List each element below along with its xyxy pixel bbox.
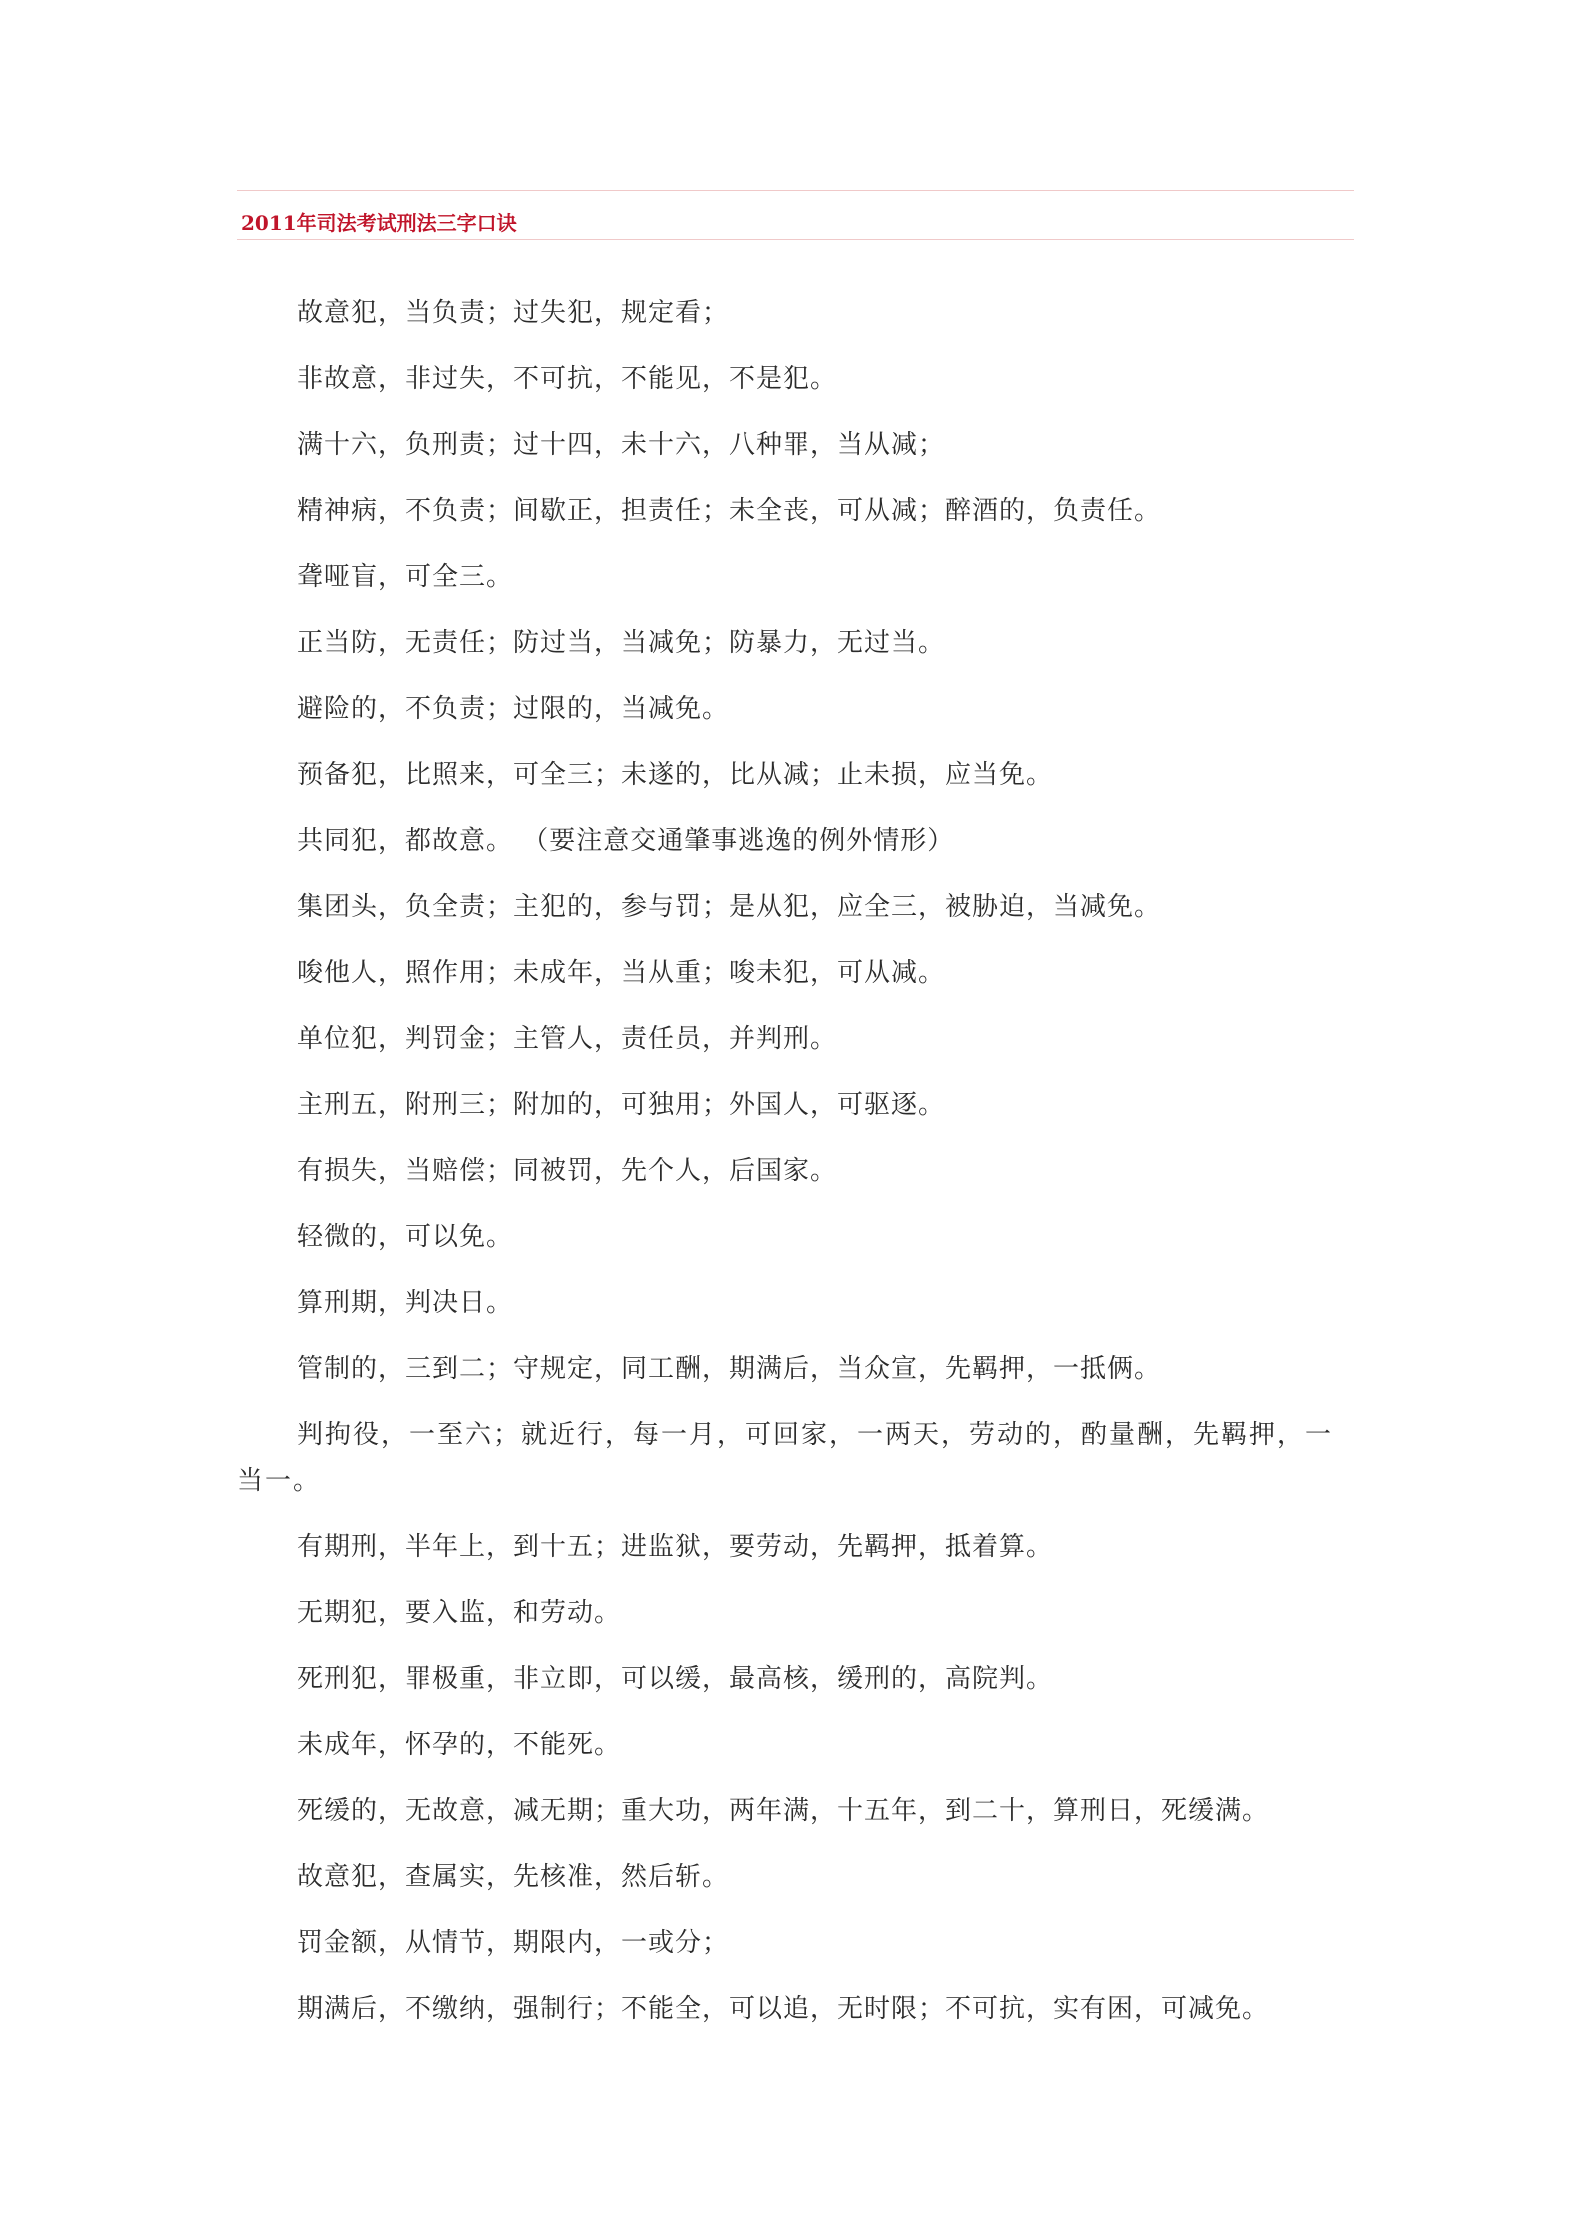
paragraph-line: 满十六，负刑责；过十四，未十六，八种罪，当从减； — [297, 430, 946, 460]
paragraph-line: 精神病，不负责；间歇正，担责任；未全丧，可从减；醉酒的，负责任。 — [297, 496, 1162, 526]
paragraph-line: 避险的，不负责；过限的，当减免。 — [297, 694, 730, 724]
paragraph-line: 管制的，三到二；守规定，同工酬，期满后，当众宣，先羁押，一抵俩。 — [297, 1354, 1162, 1384]
paragraph-line: 集团头，负全责；主犯的，参与罚；是从犯，应全三，被胁迫，当减免。 — [297, 892, 1162, 922]
paragraph-line: 主刑五，附刑三；附加的，可独用；外国人，可驱逐。 — [297, 1090, 946, 1120]
paragraph-line: 故意犯，当负责；过失犯，规定看； — [297, 298, 730, 328]
paragraph-line: 无期犯，要入监，和劳动。 — [297, 1598, 622, 1628]
paragraph-line-wrapped: 判拘役，一至六；就近行，每一月，可回家，一两天，劳动的，酌量酬，先羁押，一当一。 — [237, 1420, 1334, 1496]
title-block — [237, 190, 1354, 240]
paragraph-line: 故意犯，查属实，先核准，然后斩。 — [297, 1862, 730, 1892]
paragraph-line: 未成年，怀孕的，不能死。 — [297, 1730, 622, 1760]
paragraph-line: 死刑犯，罪极重，非立即，可以缓，最高核，缓刑的，高院判。 — [297, 1664, 1054, 1694]
paragraph-line: 期满后，不缴纳，强制行；不能全，可以追，无时限；不可抗，实有困，可减免。 — [297, 1994, 1270, 2024]
paragraph-line: 有期刑，半年上，到十五；进监狱，要劳动，先羁押，抵着算。 — [297, 1532, 1054, 1562]
paragraph-line: 共同犯，都故意。 （要注意交通肇事逃逸的例外情形） — [297, 826, 955, 856]
paragraph-line: 死缓的，无故意，减无期；重大功，两年满，十五年，到二十，算刑日，死缓满。 — [297, 1796, 1270, 1826]
paragraph-line: 罚金额，从情节，期限内，一或分； — [297, 1928, 730, 1958]
paragraph-line: 非故意，非过失，不可抗，不能见，不是犯。 — [297, 364, 838, 394]
paragraph-line: 算刑期，判决日。 — [297, 1288, 514, 1318]
paragraph-line: 聋哑盲，可全三。 — [297, 562, 514, 592]
document-title: 2011年司法考试刑法三字口诀 — [241, 211, 517, 235]
paragraph-line: 单位犯，判罚金；主管人，责任员，并判刑。 — [297, 1024, 838, 1054]
paragraph-line: 有损失，当赔偿；同被罚，先个人，后国家。 — [297, 1156, 838, 1186]
paragraph-line: 轻微的，可以免。 — [297, 1222, 514, 1252]
paragraph-line: 预备犯，比照来，可全三；未遂的，比从减；止未损，应当免。 — [297, 760, 1054, 790]
paragraph-line: 唆他人，照作用；未成年，当从重；唆未犯，可从减。 — [297, 958, 946, 988]
paragraph-line: 正当防，无责任；防过当，当减免；防暴力，无过当。 — [297, 628, 946, 658]
document-body — [237, 280, 1354, 2042]
